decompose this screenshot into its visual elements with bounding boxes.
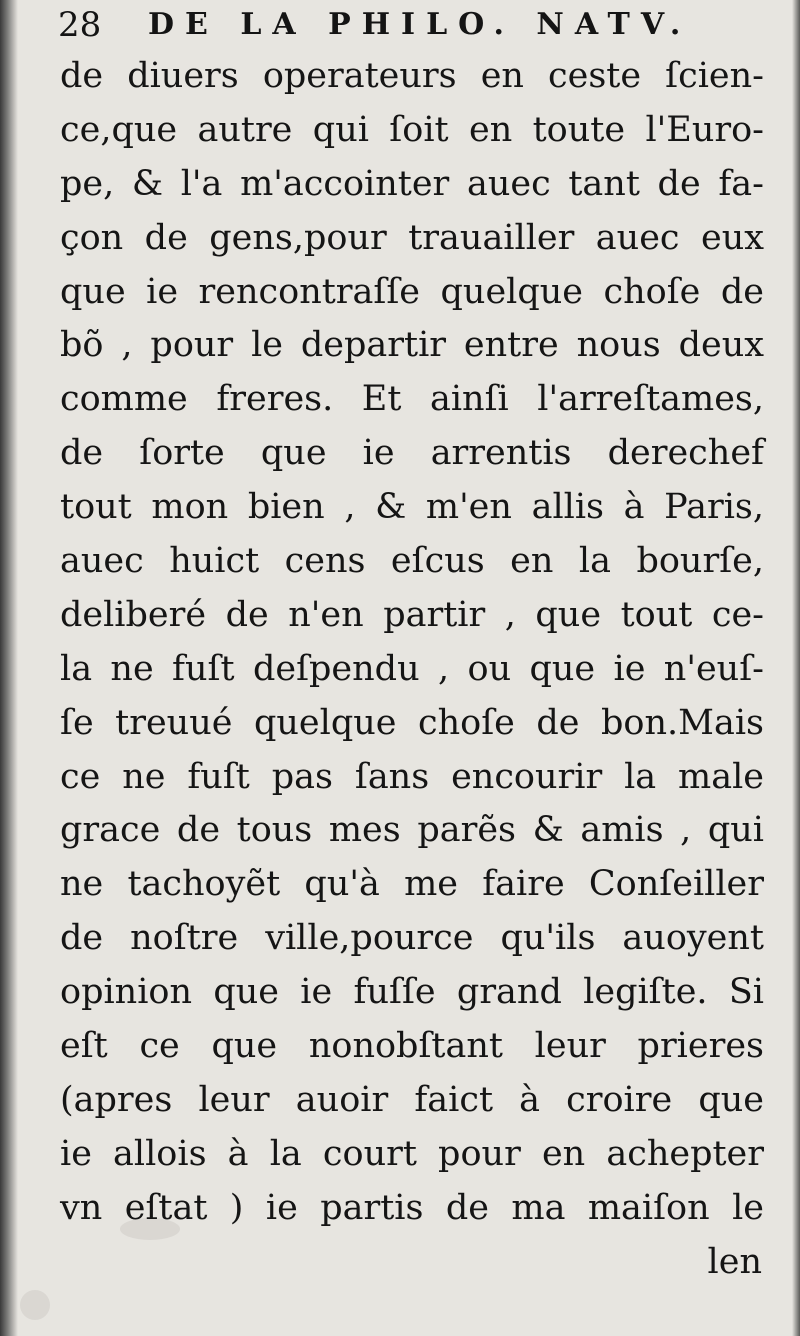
text-line: pe, & l'a m'accointer auec tant de fa- — [60, 163, 764, 204]
text-line: çon de gens,pour trauailler auec eux — [60, 217, 764, 258]
text-line: de noſtre ville,pource qu'ils auoyent — [60, 918, 764, 959]
text-line: ie allois à la court pour en achepter — [60, 1133, 764, 1174]
text-line: de diuers operateurs en ceste ſcien- — [60, 56, 764, 96]
text-line: tout mon bien , & m'en allis à Paris, — [60, 487, 764, 528]
text-line: bõ , pour le departir entre nous deux — [60, 325, 764, 366]
text-line: auec huict cens eſcus en la bourſe, — [60, 541, 764, 582]
text-line: de ſorte que ie arrentis derechef — [60, 433, 764, 474]
text-line: ne tachoyẽt qu'à me faire Conſeiller — [60, 864, 764, 905]
text-line: la ne fuſt deſpendu , ou que ie n'euſ- — [60, 648, 764, 689]
text-line: ce ne fuſt pas ſans encourir la male — [60, 756, 764, 797]
text-line: opinion que ie fuſſe grand legiſte. Si — [60, 972, 764, 1013]
page-gutter-shadow — [0, 0, 18, 1336]
running-head: DE LA PHILO. NATV. — [148, 7, 692, 42]
text-line: grace de tous mes parẽs & amis , qui — [60, 810, 764, 851]
paper-stain — [20, 1290, 50, 1320]
text-line: ſe treuué quelque choſe de bon.Mais — [60, 702, 764, 743]
text-line: deliberé de n'en partir , que tout ce- — [60, 594, 764, 635]
text-line: eſt ce que nonobſtant leur prieres — [60, 1026, 764, 1067]
catchword: len — [707, 1241, 762, 1282]
page-header — [58, 2, 758, 48]
page-edge-shadow — [792, 0, 800, 1336]
text-line: vn eſtat ) ie partis de ma maiſon le — [60, 1187, 764, 1228]
page-number: 28 — [58, 5, 102, 45]
body-text — [60, 50, 764, 1289]
text-line: (apres leur auoir faict à croire que — [60, 1079, 764, 1120]
text-line: que ie rencontraſſe quelque choſe de — [60, 271, 764, 312]
text-line: comme freres. Et ainſi l'arreſtames, — [60, 379, 764, 420]
text-line: ce,que autre qui ſoit en toute l'Euro- — [60, 109, 764, 150]
